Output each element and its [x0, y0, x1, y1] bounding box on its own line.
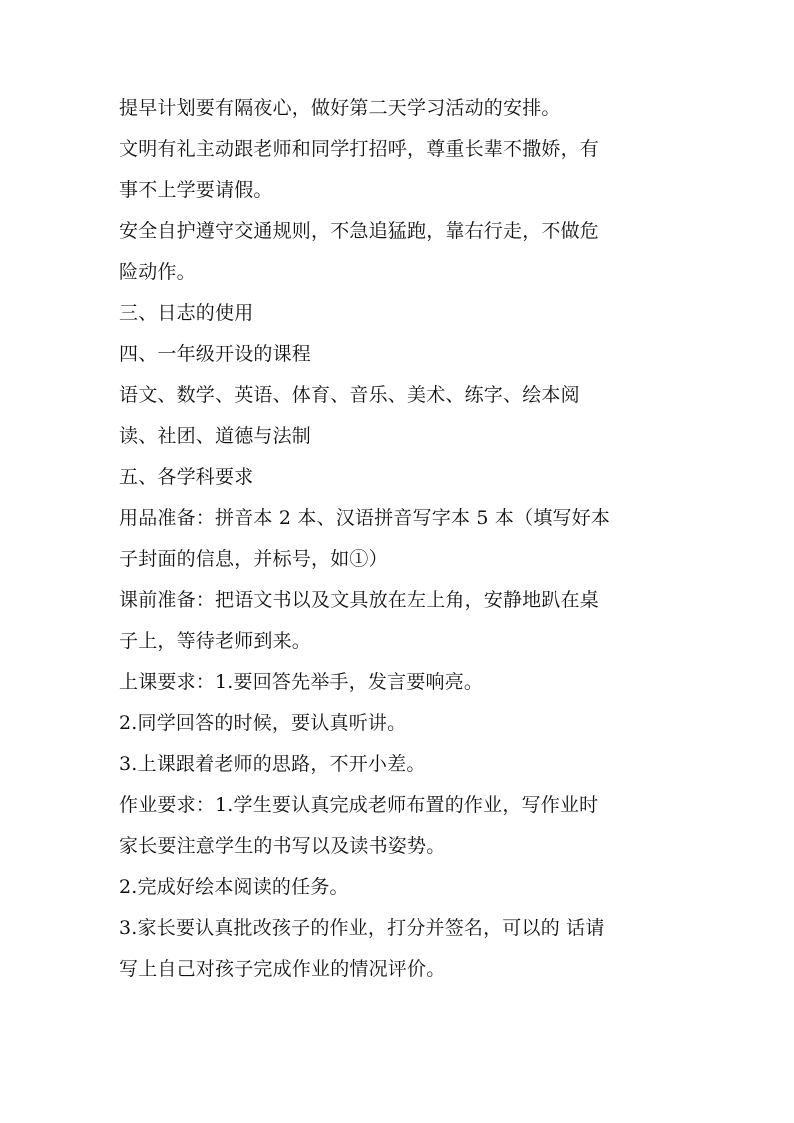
text-line: 子封面的信息，并标号，如①）	[119, 548, 388, 570]
text-line: 2.完成好绘本阅读的任务。	[119, 876, 349, 898]
text-line: 课前准备：把语文书以及文具放在左上角，安静地趴在桌	[119, 589, 600, 611]
text-line: 上课要求：1.要回答先举手，发言要响亮。	[119, 671, 484, 693]
section-heading-courses: 四、一年级开设的课程	[119, 343, 312, 365]
text-line: 安全自护遵守交通规则，不急追猛跑，靠右行走，不做危	[119, 220, 600, 242]
text-line: 3.上课跟着老师的思路，不开小差。	[119, 753, 426, 775]
text-line: 3.家长要认真批改孩子的作业，打分并签名，可以的 话请	[119, 917, 605, 939]
text-line: 用品准备：拼音本 2 本、汉语拼音写字本 5 本（填写好本	[119, 507, 611, 529]
text-line: 语文、数学、英语、体育、音乐、美术、练字、绘本阅	[119, 384, 580, 406]
text-line: 2.同学回答的时候，要认真听讲。	[119, 712, 407, 734]
text-line: 文明有礼主动跟老师和同学打招呼，尊重长辈不撒娇，有	[119, 138, 600, 160]
text-line: 事不上学要请假。	[119, 179, 273, 201]
text-line: 险动作。	[119, 261, 196, 283]
text-line: 读、社团、道德与法制	[119, 425, 312, 447]
text-line: 子上，等待老师到来。	[119, 630, 312, 652]
text-line: 写上自己对孩子完成作业的情况评价。	[119, 958, 446, 980]
text-line: 作业要求：1.学生要认真完成老师布置的作业，写作业时	[119, 794, 599, 816]
document-body	[119, 88, 679, 990]
section-heading-requirements: 五、各学科要求	[119, 466, 254, 488]
text-line: 家长要注意学生的书写以及读书姿势。	[119, 835, 446, 857]
text-line: 提早计划要有隔夜心，做好第二天学习活动的安排。	[119, 97, 561, 119]
section-heading-diary: 三、日志的使用	[119, 302, 254, 324]
